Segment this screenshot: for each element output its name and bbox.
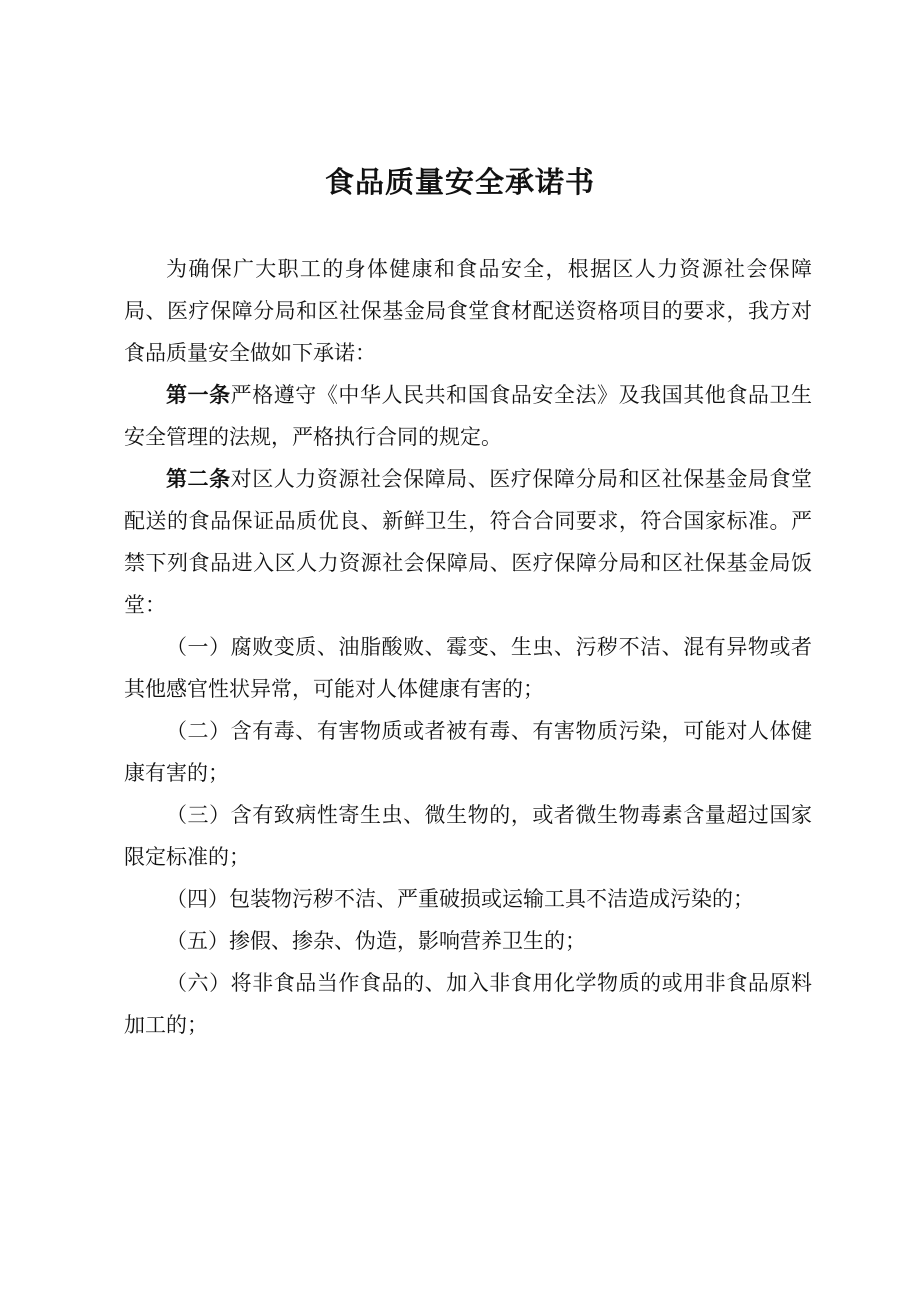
- list-item: （三）含有致病性寄生虫、微生物的，或者微生物毒素含量超过国家限定标准的；: [124, 803, 812, 869]
- article-1-text: 严格遵守《中华人民共和国食品安全法》及我国其他食品卫生安全管理的法规，严格执行合同的规定。: [124, 383, 812, 449]
- list-item: （四）包装物污秽不洁、严重破损或运输工具不洁造成污染的；: [166, 887, 754, 911]
- document-body: [124, 248, 812, 1046]
- list-item: （二）含有毒、有害物质或者被有毒、有害物质污染，可能对人体健康有害的；: [124, 719, 812, 785]
- article-2-heading: 第二条: [166, 467, 231, 491]
- list-item: （一）腐败变质、油脂酸败、霉变、生虫、污秽不洁、混有异物或者其他感官性状异常，可能对人体健康有害的；: [124, 635, 812, 701]
- document-title: 食品质量安全承诺书: [324, 165, 595, 199]
- article-1: [124, 374, 812, 458]
- intro-paragraph: 为确保广大职工的身体健康和食品安全，根据区人力资源社会保障局、医疗保障分局和区社保基金局食堂食材配送资格项目的要求，我方对食品质量安全做如下承诺：: [124, 257, 812, 365]
- article-2: [124, 458, 812, 626]
- article-1-heading: 第一条: [166, 383, 231, 407]
- list-item: （六）将非食品当作食品的、加入非食用化学物质的或用非食品原料加工的；: [124, 971, 812, 1037]
- article-2-text: 对区人力资源社会保障局、医疗保障分局和区社保基金局食堂配送的食品保证品质优良、新鲜卫生，符合合同要求，符合国家标准。严禁下列食品进入区人力资源社会保障局、医疗保障分局和区社保基金局饭堂：: [124, 467, 812, 617]
- list-item: （五）掺假、掺杂、伪造，影响营养卫生的；: [166, 929, 586, 953]
